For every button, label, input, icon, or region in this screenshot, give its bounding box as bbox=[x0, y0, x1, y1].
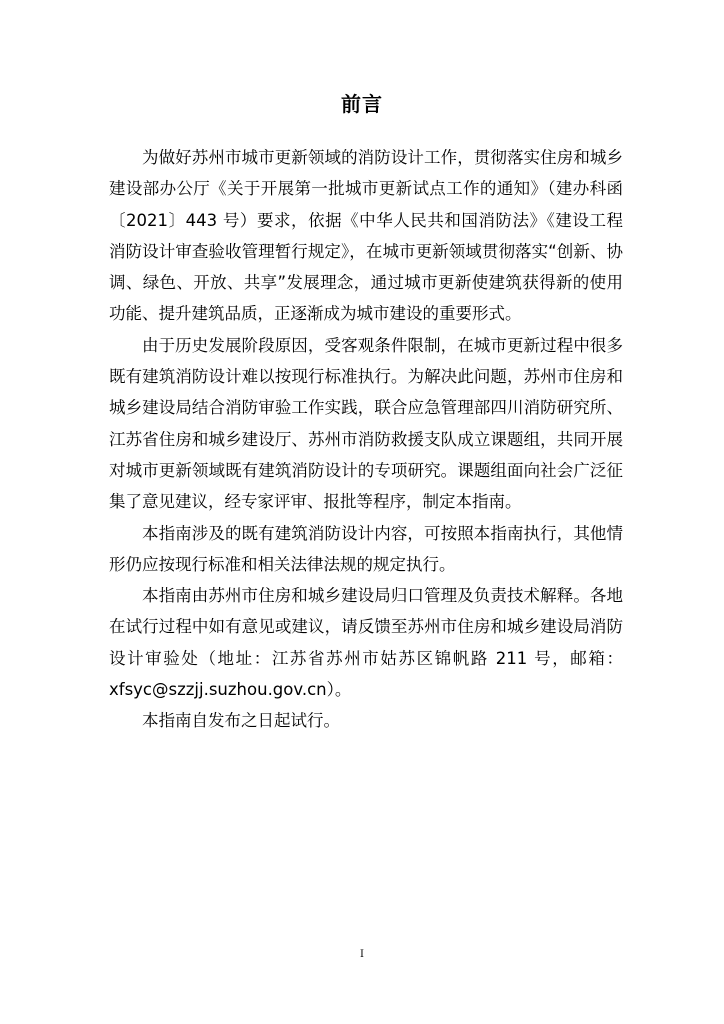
document-body bbox=[109, 142, 623, 737]
paragraph-effective-date: 本指南自发布之日起试行。 bbox=[142, 711, 340, 731]
page-number: I bbox=[360, 949, 364, 960]
paragraph-administration: 本指南由苏州市住房和城乡建设局归口管理及负责技术解释。各地在试行过程中如有意见或建议，请反馈至苏州市住房和城乡建设局消防设计审验处（地址：江苏省苏州市姑苏区锦帆路 211 号，邮箱：xfsyc@szzjj.suzhou.gov.cn）。 bbox=[109, 586, 623, 700]
paragraph-purpose: 为做好苏州市城市更新领域的消防设计工作，贯彻落实住房和城乡建设部办公厅《关于开展第一批城市更新试点工作的通知》（建办科函〔2021〕443 号）要求，依据《中华人民共和国消防法》《建设工程消防设计审查验收管理暂行规定》，在城市更新领域贯彻落实“创新、协调、绿色、开放、共享”发展理念，通过城市更新使建筑获得新的使用功能、提升建筑品质，正逐渐成为城市建设的重要形式。 bbox=[109, 148, 623, 324]
paragraph-background: 由于历史发展阶段原因，受客观条件限制，在城市更新过程中很多既有建筑消防设计难以按现行标准执行。为解决此问题，苏州市住房和城乡建设局结合消防审验工作实践，联合应急管理部四川消防研究所、江苏省住房和城乡建设厅、苏州市消防救援支队成立课题组，共同开展对城市更新领域既有建筑消防设计的专项研究。课题组面向社会广泛征集了意见建议，经专家评审、报批等程序，制定本指南。 bbox=[109, 335, 623, 512]
page-title: 前言 bbox=[341, 92, 383, 116]
paragraph-scope: 本指南涉及的既有建筑消防设计内容，可按照本指南执行，其他情形仍应按现行标准和相关法律法规的规定执行。 bbox=[109, 523, 623, 574]
